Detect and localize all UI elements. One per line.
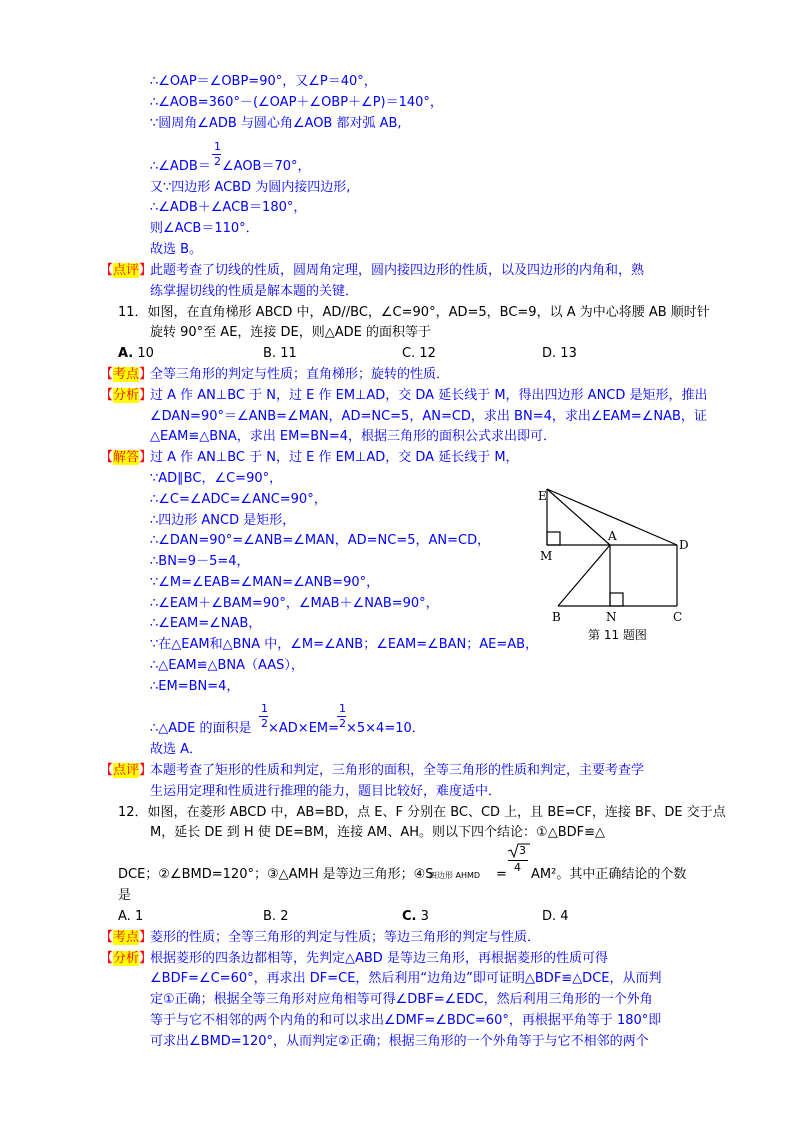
- q11-figure: [530, 480, 705, 646]
- q11-jieda-10: ∵在△EAM和△BNA 中，∠M=∠ANB；∠EAM=∠BAN；AE=AB，: [150, 637, 539, 652]
- q12-sqrt-den: 4: [514, 861, 521, 874]
- q11-fenxi-label: 分析: [113, 388, 140, 403]
- q12-stem-3a: DCE；②∠BMD=120°；③△AMH 是等边三角形；④S: [118, 867, 434, 882]
- fig-label-a: A: [608, 529, 617, 543]
- q12-stem-1: 12．如图，在菱形 ABCD 中，AB=BD，点 E、F 分别在 BC、CD 上，且 BE=CF，连接 BF、DE 交于点: [118, 805, 726, 820]
- fig-label-d: D: [679, 538, 689, 552]
- q12-kaodian-tag: 【考点】: [100, 930, 153, 945]
- q11-kaodian-tag: 【考点】: [100, 367, 153, 382]
- fig-label-m: M: [540, 549, 553, 563]
- q11-jieda-3: ∴∠C=∠ADC=∠ANC=90°，: [150, 492, 327, 507]
- q11-kaodian: 全等三角形的判定与性质；直角梯形；旋转的性质．: [150, 367, 450, 382]
- q11-jieda-9: ∴∠EAM=∠NAB，: [150, 616, 262, 631]
- q12-stem-2: M，延长 DE 到 H 使 DE=BM，连接 AM、AH。则以下四个结论：①△BDF≌△: [150, 825, 605, 840]
- q10-line-1: ∴∠OAP＝∠OBP=90°，又∠P＝40°，: [150, 74, 377, 89]
- q10-half-numerator: 1: [214, 140, 221, 153]
- q11-dianping-tag: 【点评】: [100, 763, 153, 778]
- fig-label-c: C: [673, 610, 683, 624]
- q11-option-c: C. 12: [402, 346, 436, 361]
- q12-fenxi-1: 根据菱形的四条边都相等，先判定△ABD 是等边三角形，再根据菱形的性质可得: [150, 951, 608, 966]
- q11-jieda-5: ∴∠DAN=90°=∠ANB=∠MAN，AD=NC=5，AN=CD，: [150, 533, 491, 548]
- q11-frac1-num: 1: [261, 702, 268, 715]
- q12-kaodian: 菱形的性质；全等三角形的判定与性质；等边三角形的判定与性质．: [150, 930, 541, 945]
- q12-stem-4: 是: [118, 888, 132, 903]
- q11-jieda-11: ∴△EAM≌△BNA（AAS），: [150, 658, 304, 673]
- q11-frac2-num: 1: [339, 702, 346, 715]
- q11-jieda-12: ∴EM=BN=4，: [150, 679, 240, 694]
- q11-area-b: ×AD×EM=: [268, 721, 340, 736]
- q11-dianping-2: 生运用定理和性质进行推理的能力，题目比较好，难度适中．: [150, 784, 502, 799]
- q10-line-3: ∵圆周角∠ADB 与圆心角∠AOB 都对弧 AB,: [150, 116, 402, 131]
- q11-fenxi-tag: 【分析】: [100, 388, 153, 403]
- q12-stem-3-eq: =: [496, 867, 507, 882]
- q11-jieda-7: ∵∠M=∠EAB=∠MAN=∠ANB=90°，: [150, 575, 380, 590]
- q12-fenxi-3: 定①正确；根据全等三角形对应角相等可得∠DBF=∠EDC，然后利用三角形的一个外角: [150, 992, 653, 1007]
- q12-stem-3b: AM²。其中正确结论的个数: [531, 867, 687, 882]
- q11-jieda-8: ∴∠EAM＋∠BAM=90°，∠MAB＋∠NAB=90°，: [150, 596, 439, 611]
- q12-option-c: C. 3: [402, 909, 429, 924]
- q12-option-d: D. 4: [542, 909, 569, 924]
- q10-half-denominator: 2: [214, 155, 221, 168]
- q11-jieda-6: ∴BN=9－5=4，: [150, 554, 250, 569]
- q10-line-7: 则∠ACB＝110°．: [150, 221, 259, 236]
- q12-fenxi-tag: 【分析】: [100, 951, 153, 966]
- q11-jieda-4: ∴四边形 ANCD 是矩形，: [150, 513, 296, 528]
- q10-line-6: ∴∠ADB＋∠ACB＝180°，: [150, 200, 307, 215]
- q11-dianping-1: 本题考查了矩形的性质和判定，三角形的面积，全等三角形的性质和判定，主要考查学: [150, 763, 645, 778]
- q11-stem-1: 11．如图，在直角梯形 ABCD 中，AD//BC，∠C=90°，AD=5，BC=9，以 A 为中心将腰 AB 顺时针: [118, 305, 710, 320]
- q12-option-b: B. 2: [263, 909, 289, 924]
- fig-label-b: B: [552, 610, 561, 624]
- q11-option-d: D. 13: [542, 346, 577, 361]
- q10-dianping-1: 此题考查了切线的性质，圆周角定理，圆内接四边形的性质，以及四边形的内角和，熟: [150, 263, 645, 278]
- fig-line-ea: [547, 489, 610, 545]
- q11-kaodian-label: 考点: [113, 367, 140, 382]
- q12-fenxi-4: 等于与它不相邻的两个内角的和可以求出∠DMF=∠BDC=60°，再根据平角等于 180°即: [150, 1013, 662, 1028]
- q10-line-4b: ∠AOB＝70°，: [222, 159, 311, 174]
- q11-fenxi-2: ∠DAN=90°＝∠ANB=∠MAN，AD=NC=5，AN=CD，求出 BN=4，求出∠EAM=∠NAB，证: [150, 409, 707, 424]
- fig-caption: 第 11 题图: [588, 628, 647, 642]
- q12-fenxi-5: 可求出∠BMD=120°，从而判定②正确；根据三角形的一个外角等于与它不相邻的两个: [150, 1034, 649, 1049]
- q11-dianping-label: 点评: [113, 763, 140, 778]
- q12-stem-3-sub: 四边形 AHMD: [429, 871, 481, 880]
- q11-option-a: A. 10: [118, 346, 154, 361]
- fig-label-e: E: [538, 489, 547, 503]
- q12-option-a: A. 1: [118, 909, 144, 924]
- fig-right-angle-n: [610, 593, 623, 606]
- q11-stem-2: 旋转 90°至 AE，连接 DE，则△ADE 的面积等于: [150, 325, 432, 340]
- q11-fenxi-1: 过 A 作 AN⊥BC 于 N，过 E 作 EM⊥AD，交 DA 延长线于 M，得出四边形 ANCD 是矩形，推出: [150, 388, 708, 403]
- q11-frac2-den: 2: [339, 717, 346, 730]
- q12-sqrt-num: 3: [519, 844, 526, 857]
- fig-right-angle-m: [547, 532, 560, 545]
- q11-jieda-1: 过 A 作 AN⊥BC 于 N，过 E 作 EM⊥AD，交 DA 延长线于 M，: [150, 450, 519, 465]
- q10-dianping-tag: 【点评】: [100, 263, 153, 278]
- q11-fenxi-3: △EAM≌△BNA，求出 EM=BN=4，根据三角形的面积公式求出即可．: [150, 429, 557, 444]
- q11-area-c: ×5×4=10．: [346, 721, 425, 736]
- q12-kaodian-label: 考点: [113, 930, 140, 945]
- fig-label-n: N: [606, 610, 617, 624]
- fig-line-ab: [558, 545, 610, 606]
- q10-dianping-2: 练掌握切线的性质是解本题的关键．: [150, 284, 359, 299]
- q10-line-4: ∴∠ADB＝: [150, 159, 211, 174]
- q11-jieda-2: ∵AD∥BC，∠C=90°，: [150, 471, 283, 486]
- q10-line-2: ∴∠AOB=360°－(∠OAP＋∠OBP＋∠P)＝140°，: [150, 95, 443, 110]
- q10-dianping-label: 点评: [113, 263, 140, 278]
- q11-jieda-tag: 【解答】: [100, 450, 153, 465]
- q11-option-b: B. 11: [263, 346, 297, 361]
- q12-fenxi-2: ∠BDF=∠C=60°，再求出 DF=CE，然后利用“边角边”即可证明△BDF≌△DCE，从而判: [150, 971, 662, 986]
- q10-line-8: 故选 B。: [150, 242, 203, 257]
- q12-fenxi-label: 分析: [113, 951, 140, 966]
- q11-jieda-label: 解答: [113, 450, 140, 465]
- q11-choose: 故选 A．: [150, 742, 203, 757]
- q11-frac1-den: 2: [261, 717, 268, 730]
- q10-line-5: 又∵四边形 ACBD 为圆内接四边形,: [150, 180, 351, 195]
- q11-area-a: ∴△ADE 的面积是: [150, 721, 252, 736]
